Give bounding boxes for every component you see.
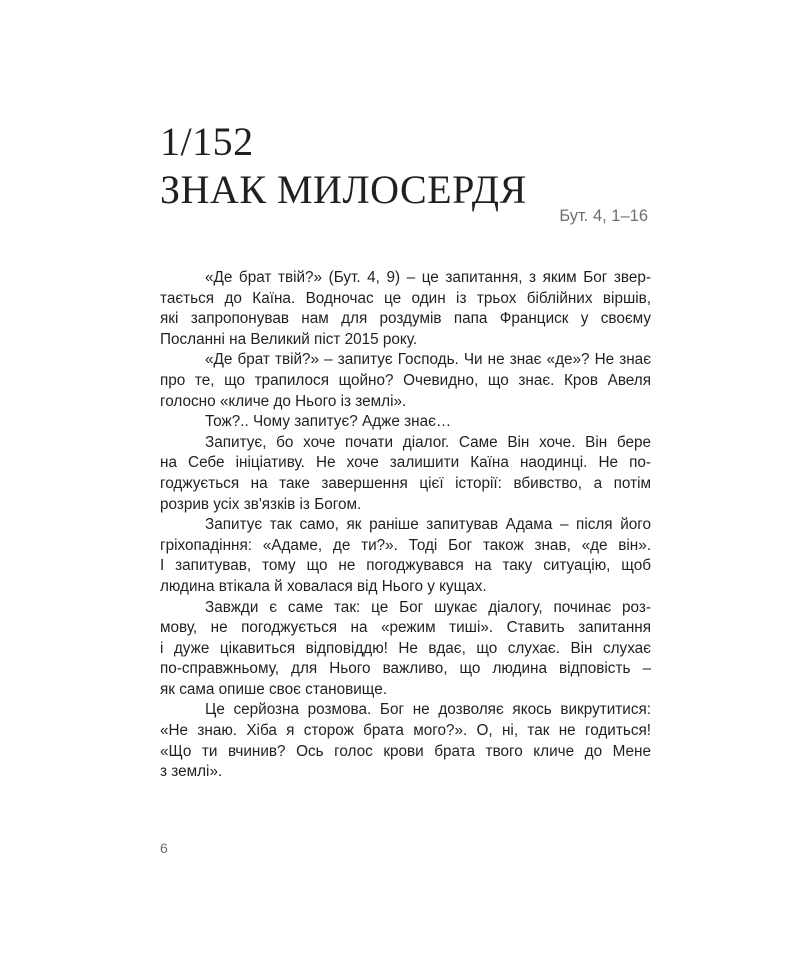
paragraph-7: [160, 700, 651, 782]
chapter-heading: [160, 118, 527, 214]
text-line: тається до Каїна. Водночас це один із трьох біблійних віршів,: [160, 289, 651, 307]
text-line: І запитував, тому що не погоджувався на таку ситуацію, щоб: [160, 557, 651, 575]
paragraph-1: [160, 268, 651, 350]
text-line: і дуже цікавиться відповіддю! Не вдає, що слухає. Він слухає: [160, 639, 651, 657]
text-line: людина втікала й ховалася від Нього у кущах.: [160, 577, 487, 595]
text-line: Запитує, бо хоче почати діалог. Саме Він хоче. Він бере: [205, 433, 651, 451]
text-line: «Де брат твій?» – запитує Господь. Чи не знає «де»? Не знає: [205, 351, 651, 369]
text-line: «Що ти вчинив? Ось голос крови брата твого кличе до Мене: [160, 742, 651, 760]
paragraph-6: [160, 598, 651, 701]
text-line: які запропонував нам для роздумів папа Франциск у своєму: [160, 310, 651, 328]
text-line: Тож?.. Чому запитує? Адже знає…: [205, 413, 452, 431]
text-line: Запитує так само, як раніше запитував Адама – після його: [205, 516, 651, 534]
chapter-number: 1/152: [160, 119, 254, 164]
body-text: [160, 268, 651, 783]
chapter-title: ЗНАК МИЛОСЕРДЯ: [160, 167, 527, 212]
text-line: по-справжньому, для Нього важливо, що людина відповість –: [160, 660, 651, 678]
text-line: Посланні на Великий піст 2015 року.: [160, 330, 418, 348]
text-line: «Де брат твій?» (Бут. 4, 9) – це запитання, з яким Бог звер-: [205, 269, 651, 286]
paragraph-3: [160, 412, 651, 433]
text-line: про те, що трапилося щойно? Очевидно, що знає. Кров Авеля: [160, 371, 651, 389]
text-line: Завжди є саме так: це Бог шукає діалогу, починає роз-: [205, 598, 651, 616]
text-line: «Не знаю. Хіба я сторож брата мого?». О, ні, так не годиться!: [160, 722, 651, 740]
text-line: Це серйозна розмова. Бог не дозволяє якось викрутитися:: [205, 701, 651, 719]
text-line: з землі».: [160, 763, 223, 781]
text-line: як сама опише своє становище.: [160, 680, 387, 698]
text-line: гріхопадіння: «Адаме, де ти?». Тоді Бог також знав, «де він».: [160, 536, 651, 554]
paragraph-4: [160, 433, 651, 515]
text-line: на Себе ініціативу. Не хоче залишити Каїна наодинці. Не по-: [160, 454, 651, 472]
text-line: голосно «кличе до Нього із землі».: [160, 392, 407, 410]
paragraph-2: [160, 350, 651, 412]
scripture-reference: Бут. 4, 1–16: [559, 207, 648, 225]
page-number: 6: [160, 840, 168, 856]
text-line: мову, не погоджується на «режим тиші». Ставить запитання: [160, 619, 651, 637]
text-line: годжується на таке завершення цієї історії: вбивство, а потім: [160, 474, 651, 492]
paragraph-5: [160, 515, 651, 597]
text-line: розрив усіх зв'язків із Богом.: [160, 495, 362, 513]
